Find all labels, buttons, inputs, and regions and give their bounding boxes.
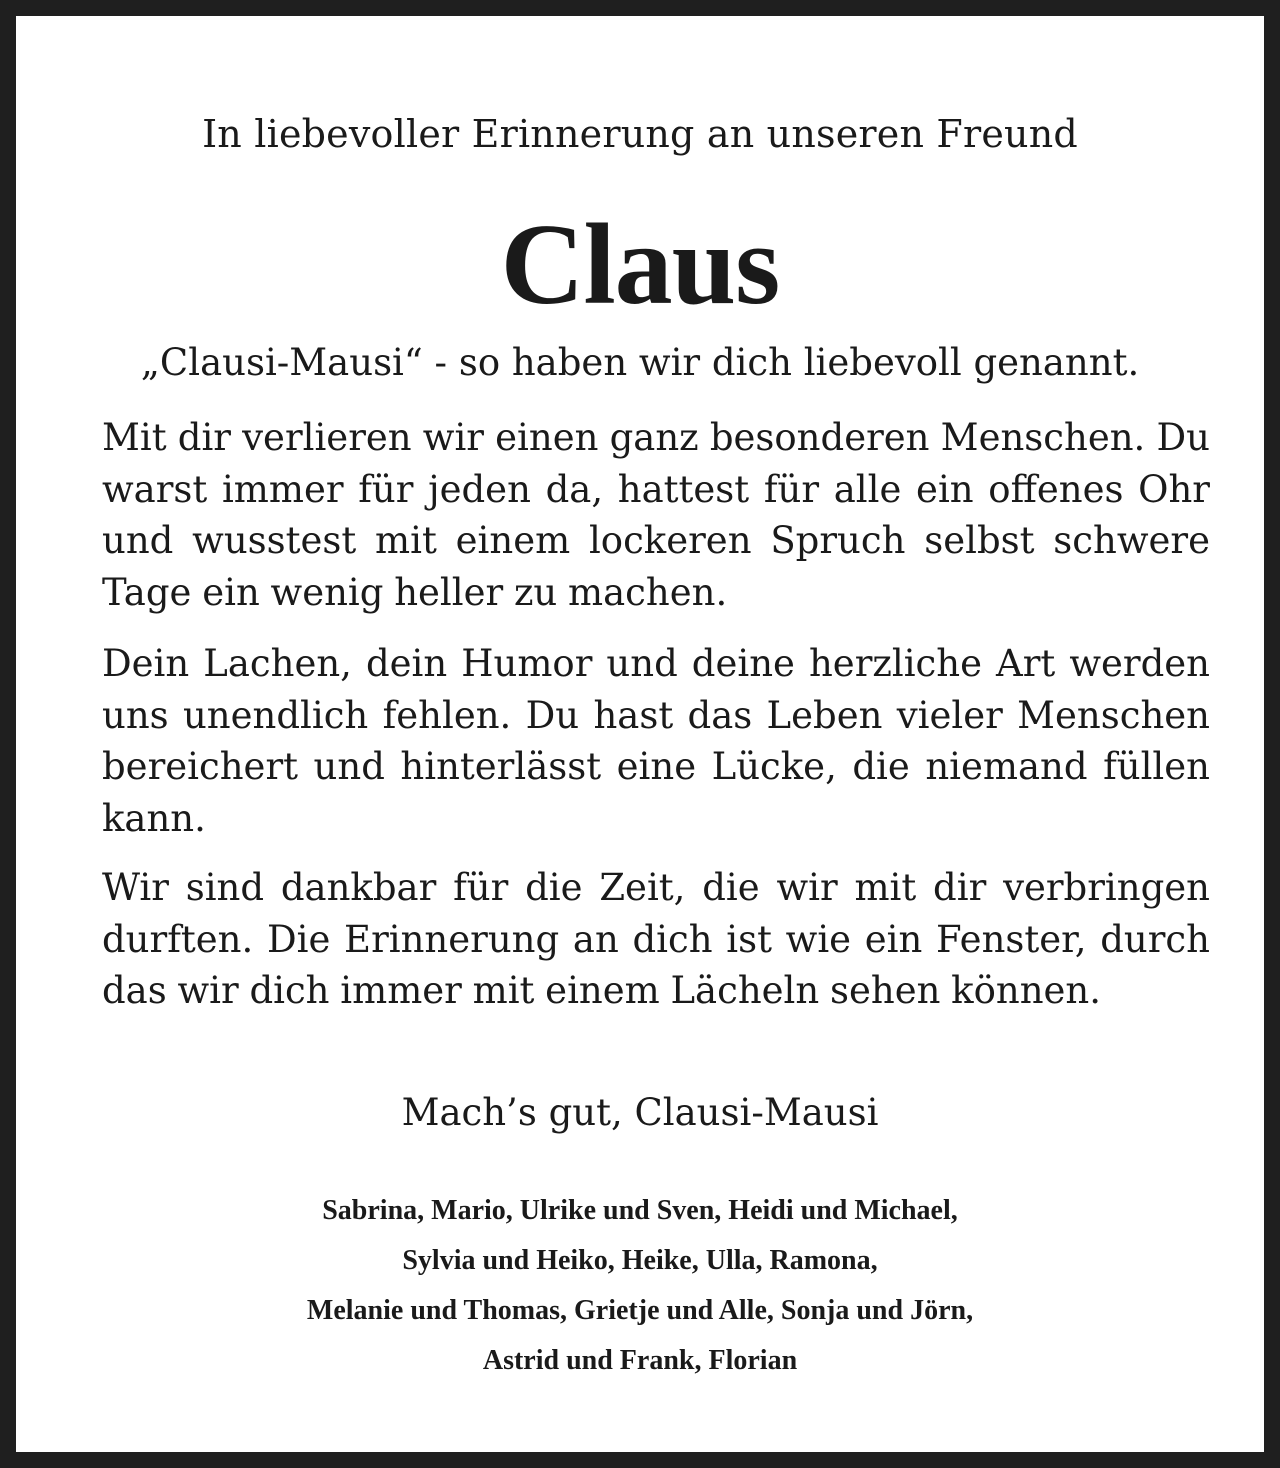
signature-line-3: Melanie und Thomas, Grietje und Alle, Sonja und Jörn, bbox=[306, 1295, 974, 1326]
signature-line-2: Sylvia und Heiko, Heike, Ulla, Ramona, bbox=[402, 1245, 878, 1276]
paragraph-3: Wir sind dankbar für die Zeit, die wir mit dir verbringen durften. Die Erinnerung an dich ist wie ein Fenster, durch das wir dich immer mit einem Lächeln sehen können. bbox=[102, 866, 1210, 1012]
nickname-line: „Clausi-Mausi“ - so haben wir dich liebevoll genannt. bbox=[140, 341, 1140, 384]
intro-line: In liebevoller Erinnerung an unseren Freund bbox=[202, 112, 1078, 156]
paragraph-2: Dein Lachen, dein Humor und deine herzliche Art werden uns unendlich fehlen. Du hast das Leben vieler Menschen bereichert und hinterlässt eine Lücke, die niemand füllen kann. bbox=[102, 642, 1210, 840]
signature-block bbox=[16, 1186, 1264, 1386]
signature-line-4: Astrid und Frank, Florian bbox=[482, 1345, 798, 1376]
signature-line-1: Sabrina, Mario, Ulrike und Sven, Heidi und Michael, bbox=[322, 1195, 958, 1226]
farewell-line: Mach’s gut, Clausi-Mausi bbox=[401, 1091, 879, 1134]
paragraph-1: Mit dir verlieren wir einen ganz besonderen Menschen. Du warst immer für jeden da, hattest für alle ein offenes Ohr und wusstest mit einem lockeren Spruch selbst schwere Tage ein wenig heller zu machen. bbox=[102, 416, 1210, 614]
deceased-name: Claus bbox=[500, 201, 780, 329]
